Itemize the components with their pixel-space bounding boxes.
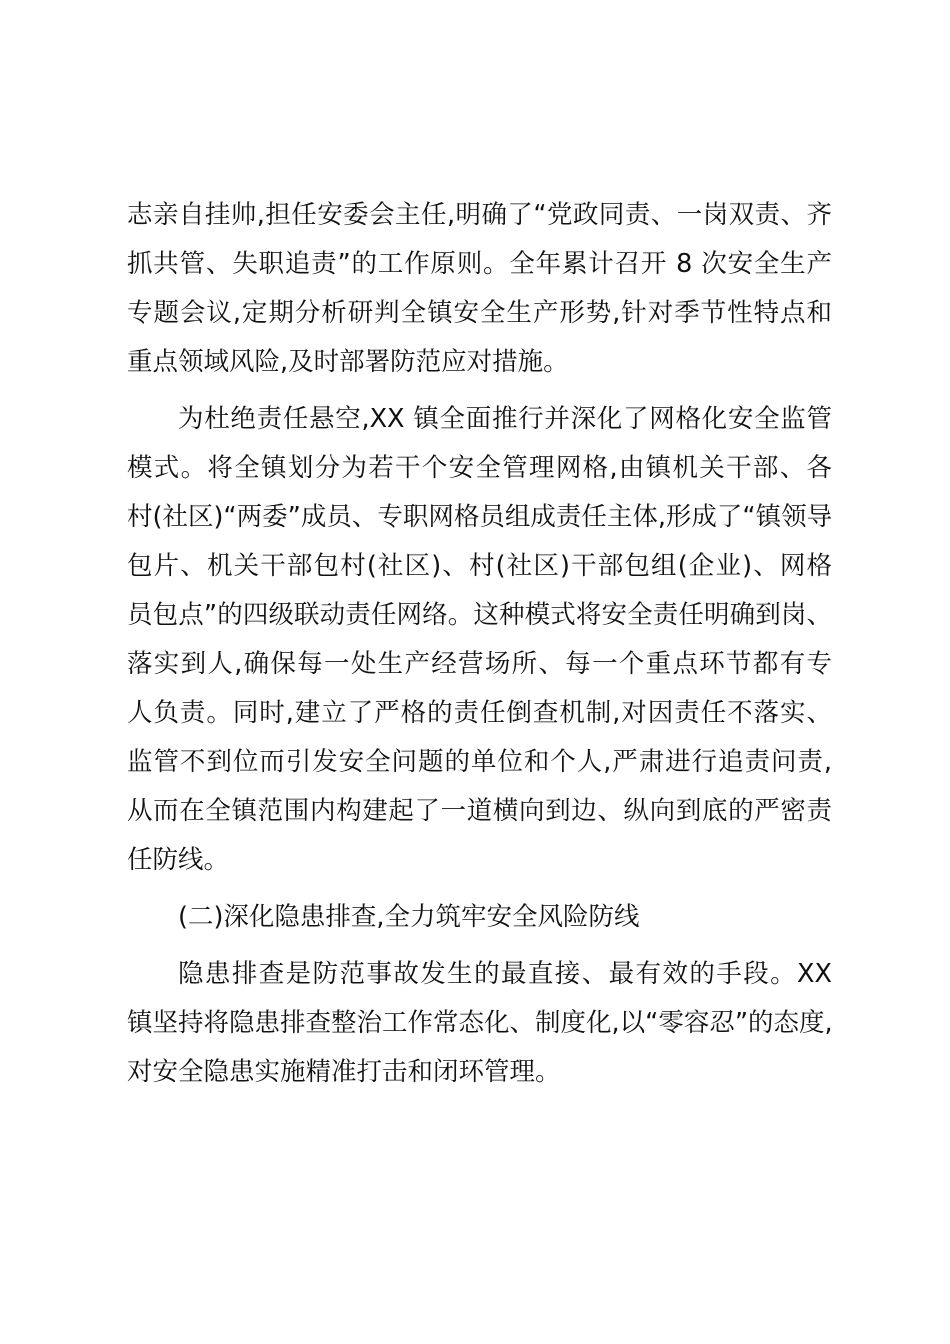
text-line: 员包点”的四级联动责任网络。这种模式将安全责任明确到岗、 — [127, 600, 832, 630]
text-line: 任防线。 — [127, 845, 230, 875]
text-line: 志亲自挂帅,担任安委会主任,明确了“党政同责、一岗双责、齐 — [127, 200, 832, 230]
text-line: 抓共管、失职追责”的工作原则。全年累计召开 8 次安全生产 — [127, 249, 832, 279]
text-line: 模式。将全镇划分为若干个安全管理网格,由镇机关干部、各 — [127, 453, 832, 483]
text-line: 从而在全镇范围内构建起了一道横向到边、纵向到底的严密责 — [127, 796, 832, 826]
section-heading — [127, 893, 832, 942]
paragraph-hazard-inspection — [127, 950, 832, 1097]
text-line: 为杜绝责任悬空,XX 镇全面推行并深化了网格化安全监管 — [178, 404, 832, 434]
text-line: 专题会议,定期分析研判全镇安全生产形势,针对季节性特点和 — [127, 298, 832, 328]
document-body — [127, 191, 832, 1097]
text-line: 监管不到位而引发安全问题的单位和个人,严肃进行追责问责, — [127, 747, 832, 777]
text-line: 隐患排查是防范事故发生的最直接、最有效的手段。XX — [178, 959, 832, 989]
text-line: 包片、机关干部包村(社区)、村(社区)干部包组(企业)、网格 — [127, 551, 832, 581]
text-line: 落实到人,确保每一处生产经营场所、每一个重点环节都有专 — [127, 649, 832, 679]
text-line: 村(社区)“两委”成员、专职网格员组成责任主体,形成了“镇领导 — [127, 502, 833, 532]
paragraph-grid-supervision — [127, 395, 832, 885]
text-line: 人负责。同时,建立了严格的责任倒查机制,对因责任不落实、 — [127, 698, 832, 728]
heading-line: (二)深化隐患排查,全力筑牢安全风险防线 — [178, 902, 640, 932]
text-line: 对安全隐患实施精准打击和闭环管理。 — [127, 1057, 561, 1087]
text-line: 镇坚持将隐患排查整治工作常态化、制度化,以“零容忍”的态度, — [127, 1008, 833, 1038]
paragraph-responsibility-system — [127, 191, 832, 387]
text-line: 重点领域风险,及时部署防范应对措施。 — [127, 347, 569, 377]
